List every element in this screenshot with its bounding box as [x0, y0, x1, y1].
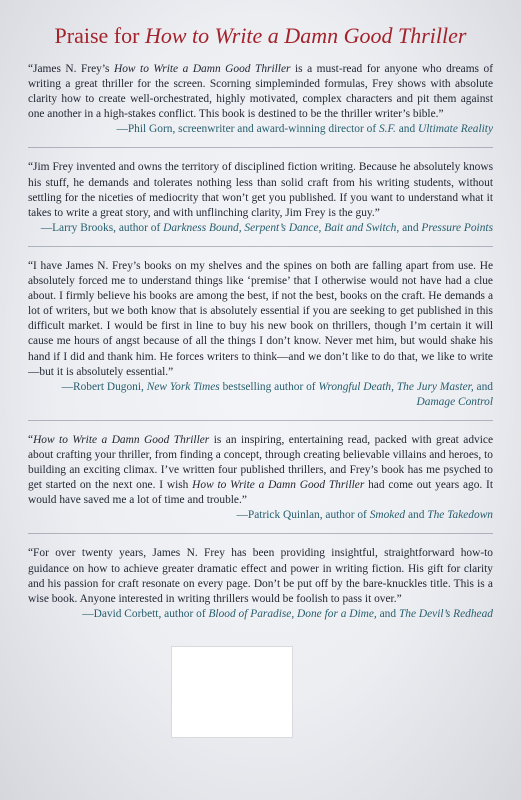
divider — [28, 246, 493, 247]
quote-text: had come out years ago. It would have saved me a lot of time and trouble.” — [28, 479, 493, 507]
title-book: How to Write a Damn Good Thriller — [144, 23, 467, 48]
praise-blurb — [28, 160, 493, 235]
blurb-attribution — [28, 221, 493, 236]
blurb-quote — [28, 433, 493, 508]
attribution-text: Smoked — [369, 509, 406, 522]
attribution-text: The Takedown — [427, 509, 493, 522]
attribution-text: Wrongful Death, The Jury Master, — [318, 380, 474, 393]
attribution-text: New York Times — [146, 380, 220, 393]
quote-text: How to Write a Damn Good Thriller — [33, 433, 210, 446]
attribution-text: Darkness Bound, Serpent’s Dance, Bait and Switch, — [163, 221, 400, 234]
praise-blurb — [28, 259, 493, 410]
attribution-text: bestselling author of — [219, 380, 319, 393]
quote-text: How to Write a Damn Good Thriller — [114, 63, 291, 75]
attribution-text: —Larry Brooks, author of — [40, 221, 164, 234]
praise-blurb — [28, 546, 493, 621]
attribution-text: S.F. — [378, 123, 396, 136]
quote-text: “Jim Frey invented and owns the territory of disciplined fiction writing. Because he absolutely knows his stuff, he demands and tolerates nothing less than solid craft from his writing students, without settling for the niceties of mediocrity that won’t get you published. If you want to understand what it takes to write a great story, and with unflinching clarity, Jim Frey is the guy.” — [28, 161, 493, 219]
attribution-text: and — [473, 380, 493, 393]
divider — [28, 533, 493, 534]
quote-text: is a must-read for anyone who dreams of writing a great thriller for the screen. Scorning simpleminded formulas, Frey shows with absolute clarity how to create well-orchestrated, highly motivated, complex characters and pit them against one another in a high-stakes conflict. This book is destined to be the thriller writer’s bible.” — [28, 63, 493, 121]
quote-text: “I have James N. Frey’s books on my shelves and the spines on both are falling apart from use. He absolutely forced me to understand things like ‘premise’ that I otherwise would not have had a clue about. I firmly believe his books are among the best, if not the best, books on the craft. He demands a lot of writers, but we both know that is absolutely essential if you are seeking to get published in this difficult market. I would be first in line to buy his new book on thrillers, though I’m certain it will cause me hours of angst because of all the things I don’t know. Never met him, but would shake his hand if I did and thank him. He forces writers to think—and we don’t like to do that, we like to write—but it is absolutely essential.” — [28, 259, 493, 378]
barcode-area — [171, 646, 293, 738]
attribution-text: Blood of Paradise, Done for a Dime, — [208, 607, 377, 620]
blurb-attribution — [28, 508, 493, 523]
attribution-text: —Patrick Quinlan, author of — [236, 509, 370, 522]
quote-text: “For over twenty years, James N. Frey has been providing insightful, straightforward how-to guidance on how to achieve greater dramatic effect and power in writing fiction. His gift for clarity and his passion for craft resonate on every page. Don’t be put off by the bare-knuckles title. This is a wise book. Anyone interested in writing thrillers would be foolish to pass it over.” — [28, 547, 493, 605]
attribution-text: Damage Control — [416, 395, 493, 408]
blurb-quote — [28, 259, 493, 380]
attribution-text: Pressure Points — [421, 221, 493, 234]
quote-text: “ — [28, 433, 34, 446]
blurb-quote — [28, 546, 493, 606]
attribution-text: —Phil Gorn, screenwriter and award-winning director of — [116, 123, 379, 136]
blurb-attribution — [28, 122, 493, 137]
quote-text: “James N. Frey’s — [28, 63, 114, 75]
attribution-text: —Robert Dugoni, — [61, 380, 147, 393]
praise-blurb — [28, 433, 493, 524]
quote-text: How to Write a Damn Good Thriller — [192, 479, 365, 492]
quote-text: is an inspiring, entertaining read, packed with great advice about crafting your thriller, from finding a concept, through creating believable villains and heroes, to building an exciting climax. I’ve written four published thrillers, and Frey’s book has me psyched to get started on the next one. I wish — [28, 433, 493, 492]
blurb-quote — [28, 62, 493, 122]
blurb-attribution — [28, 380, 493, 410]
title-prefix: Praise for — [54, 23, 145, 48]
attribution-text: Ultimate Reality — [418, 123, 493, 136]
praise-list — [28, 62, 493, 622]
attribution-text: The Devil’s Redhead — [398, 607, 493, 620]
attribution-text: and — [405, 509, 428, 522]
divider — [28, 420, 493, 421]
attribution-text: and — [399, 221, 422, 234]
blurb-quote — [28, 160, 493, 220]
page-title — [28, 22, 493, 50]
attribution-text: —David Corbett, author of — [82, 607, 209, 620]
divider — [28, 147, 493, 148]
blurb-attribution — [28, 607, 493, 622]
attribution-text: and — [376, 607, 399, 620]
attribution-text: and — [395, 123, 419, 136]
praise-blurb — [28, 62, 493, 137]
